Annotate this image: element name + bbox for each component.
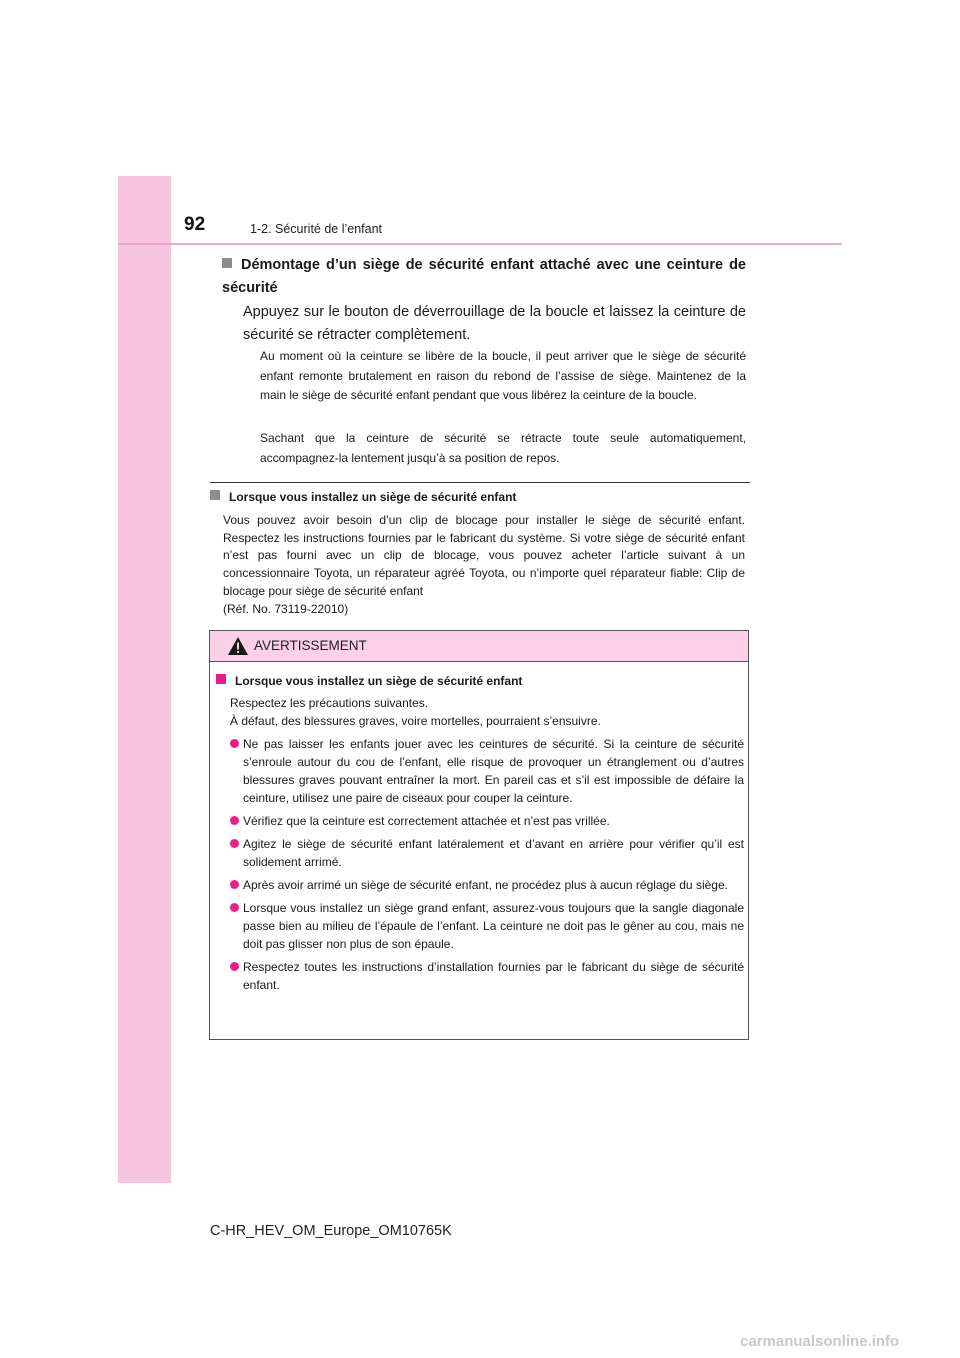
bullet-dot-icon bbox=[230, 962, 239, 971]
header-rule bbox=[118, 243, 842, 245]
warning-title: AVERTISSEMENT bbox=[254, 638, 367, 653]
main-heading-text: Démontage d’un siège de sécurité enfant attaché avec une ceinture de sécurité bbox=[222, 257, 746, 296]
info-heading-text: Lorsque vous installez un siège de sécurité enfant bbox=[229, 490, 517, 504]
note-paragraph: Sachant que la ceinture de sécurité se rétracte toute seule automatiquement, accompagnez-la lentement jusqu’à sa position de repos. bbox=[260, 431, 746, 465]
warning-bullet-list bbox=[230, 735, 744, 999]
watermark: carmanualsonline.info bbox=[740, 1333, 900, 1350]
page-number: 92 bbox=[184, 214, 206, 235]
square-bullet-icon bbox=[216, 674, 226, 684]
bullet-dot-icon bbox=[230, 903, 239, 912]
warning-triangle-icon bbox=[227, 636, 249, 656]
note-paragraph: Au moment où la ceinture se libère de la boucle, il peut arriver que le siège de sécurité enfant remonte brutalement en raison du rebond de l’assise de siège. Maintenez de la main le siège de sécurité enfant pendant que vous libérez la ceinture de la boucle. bbox=[260, 349, 746, 402]
info-body-text: Vous pouvez avoir besoin d’un clip de blocage pour installer le siège de sécurité enfant. Respectez les instructions fournies par le fabricant du système. Si votre siège de sécurité enfant n’est pas fourni avec un clip de blocage, vous pouvez acheter l’article suivant à un concessionnaire Toyota, un réparateur agréé Toyota, ou n’importe quel réparateur fiable: Clip de blocage pour siège de sécurité enfant bbox=[223, 513, 745, 598]
list-item: Agitez le siège de sécurité enfant latéralement et d’avant en arrière pour vérifier qu’il est solidement arrimé. bbox=[230, 835, 744, 871]
warning-box bbox=[209, 630, 749, 1040]
warning-intro-line: Respectez les précautions suivantes. bbox=[230, 696, 429, 710]
list-item: Après avoir arrimé un siège de sécurité enfant, ne procédez plus à aucun réglage du siège. bbox=[230, 876, 744, 894]
warning-intro-line: À défaut, des blessures graves, voire mortelles, pourraient s’ensuivre. bbox=[230, 714, 601, 728]
warning-intro bbox=[230, 694, 740, 730]
chapter-sidebar-tab bbox=[118, 176, 171, 1183]
document-code: C-HR_HEV_OM_Europe_OM10765K bbox=[210, 1223, 452, 1239]
section-divider bbox=[210, 482, 750, 483]
warning-heading-text: Lorsque vous installez un siège de sécurité enfant bbox=[235, 674, 523, 688]
warning-header bbox=[210, 631, 748, 662]
bullet-dot-icon bbox=[230, 880, 239, 889]
list-item: Respectez toutes les instructions d’installation fournies par le fabricant du siège de sécurité enfant. bbox=[230, 958, 744, 994]
part-number: (Réf. No. 73119-22010) bbox=[223, 601, 349, 616]
main-heading bbox=[222, 254, 746, 300]
bullet-dot-icon bbox=[230, 739, 239, 748]
section-title: 1-2. Sécurité de l’enfant bbox=[250, 222, 383, 236]
bullet-dot-icon bbox=[230, 839, 239, 848]
square-bullet-icon bbox=[222, 258, 232, 268]
info-heading bbox=[210, 490, 516, 504]
list-item: Ne pas laisser les enfants jouer avec les ceintures de sécurité. Si la ceinture de sécurité s’enroule autour du cou de l’enfant, elle risque de provoquer un étranglement ou d’autres blessures graves pouvant entraîner la mort. En pareil cas et s’il est impossible de défaire la ceinture, utilisez une paire de ciseaux pour couper la ceinture. bbox=[230, 735, 744, 807]
instruction-text: Appuyez sur le bouton de déverrouillage de la boucle et laissez la ceinture de sécurité se rétracter complètement. bbox=[243, 304, 746, 343]
bullet-dot-icon bbox=[230, 816, 239, 825]
square-bullet-icon bbox=[210, 490, 220, 500]
list-item: Vérifiez que la ceinture est correctement attachée et n’est pas vrillée. bbox=[230, 812, 744, 830]
info-body bbox=[223, 512, 745, 618]
warning-heading bbox=[216, 674, 522, 688]
list-item: Lorsque vous installez un siège grand enfant, assurez-vous toujours que la sangle diagonale passe bien au milieu de l’épaule de l’enfant. La ceinture ne doit pas le gêner au cou, mais ne doit pas glisser non plus de son épaule. bbox=[230, 899, 744, 953]
